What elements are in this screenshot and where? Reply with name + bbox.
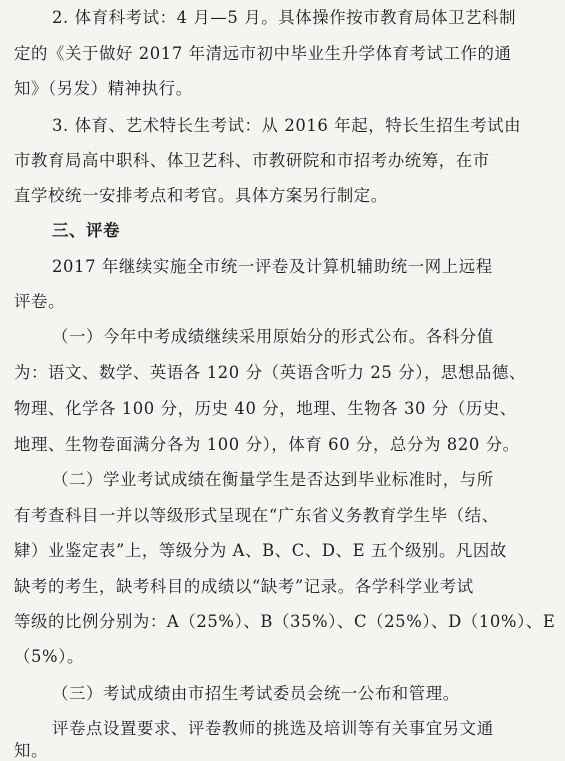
text-line-15: 有考查科目一并以等级形式呈现在“广东省义务教育学生毕（结、	[14, 506, 499, 525]
text-line-13: 地理、生物卷面满分各为 100 分），体育 60 分，总分为 820 分。	[14, 435, 520, 454]
text-line-8: 2017 年继续实施全市统一评卷及计算机辅助统一网上远程	[52, 257, 493, 276]
text-line-11: 为：语文、数学、英语各 120 分（英语含听力 25 分），思想品德、	[14, 363, 526, 382]
text-line-21: 评卷点设置要求、评卷教师的挑选及培训等有关事宜另文通	[52, 719, 494, 738]
text-line-20: （三）考试成绩由市招生考试委员会统一公布和管理。	[52, 684, 460, 703]
text-line-14: （二）学业考试成绩在衡量学生是否达到毕业标准时，与所	[52, 470, 494, 489]
text-line-16: 肄）业鉴定表”上，等级分为 A、B、C、D、E 五个级别。凡因故	[14, 541, 507, 560]
text-line-1: 2. 体育科考试：4 月—5 月。具体操作按市教育局体卫艺科制	[52, 8, 517, 27]
text-line-12: 物理、化学各 100 分，历史 40 分，地理、生物各 30 分（历史、	[14, 399, 517, 418]
text-line-9: 评卷。	[14, 292, 65, 311]
text-line-3: 知》（另发）精神执行。	[14, 79, 193, 98]
text-line-18: 等级的比例分别为：A（25%）、B（35%）、C（25%）、D（10%）、E	[14, 612, 556, 631]
text-line-17: 缺考的考生，缺考科目的成绩以“缺考”记录。各学科学业考试	[14, 577, 474, 596]
text-line-2: 定的《关于做好 2017 年清远市初中毕业生升学体育考试工作的通	[14, 44, 512, 63]
text-line-19: （5%）。	[14, 647, 84, 666]
text-line-10: （一）今年中考成绩继续采用原始分的形式公布。各科分值	[52, 327, 494, 346]
text-line-22: 知。	[14, 741, 48, 760]
text-line-5: 市教育局高中职科、体卫艺科、市教研院和市招考办统筹，在市	[14, 151, 490, 170]
section-heading-grading: 三、评卷	[52, 221, 120, 240]
text-line-6: 直学校统一安排考点和考官。具体方案另行制定。	[14, 186, 388, 205]
text-line-4: 3. 体育、艺术特长生考试：从 2016 年起，特长生招生考试由	[52, 116, 522, 135]
